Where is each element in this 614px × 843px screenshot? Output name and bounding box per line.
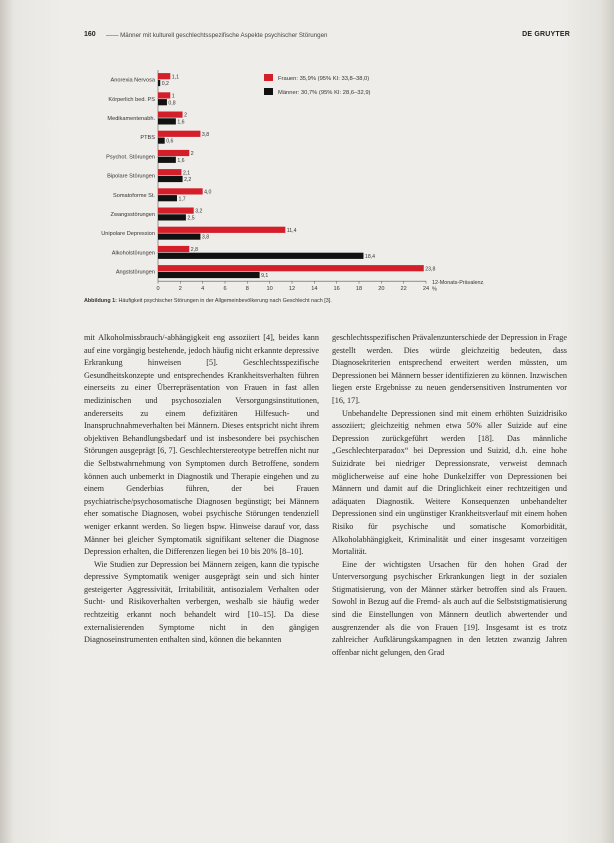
bar-women [158,169,181,175]
data-label: 4,0 [204,189,212,196]
x-tick-label: 0 [156,286,160,292]
data-label: 2,5 [187,215,195,222]
bar-women [158,92,170,98]
x-tick-label: 22 [400,286,407,292]
bar-women [158,73,170,79]
paragraph: Wie Studien zur Depression bei Männern zeigen, kann die typische depressive Symptomatik weniger ausgeprägt sein und sich hinter gesteigerter Aggressivität, Irritabilität, antisozialem Verhalten oder Sucht- und Risikoverhalten verbergen, weshalb sie häufig weder rechtzeitig erkannt noch behandelt wird [10–15]. Da diese externalisierenden Symptome nicht in den gängigen Diagnoseinstrumenten enthalten sind, können die bekannten [84,559,319,645]
x-tick-label: 12 [288,286,296,292]
page-number: 160 [84,31,96,38]
category-label: Medikamentenabh. [107,116,155,122]
data-label: 3,8 [201,234,210,241]
x-tick-label: 18 [355,286,363,292]
figure-caption [84,298,574,304]
bar-women [158,131,200,137]
x-tick-label: 2 [178,286,182,292]
caption-label: Abbildung 1: [84,298,117,304]
category-label: Somatoforme St. [113,192,155,199]
bar-women [158,150,189,156]
data-label: 1,6 [177,157,185,164]
data-label: 1,6 [177,119,185,126]
body-column-right [332,332,567,659]
paragraph: Eine der wichtigsten Ursachen für den hohen Grad der Unterversorgung psychischer Erkrankungen liegt in der sozialen Stigmatisierung, von der Männer stärker betroffen sind als Frauen. Sowohl in Bezug auf die Fremd- als auch auf die Selbststigmatisierung sind die Einstellungen von Männern deutlich abwertender und ausgrenzender als die von Frauen [19]. Insgesamt ist es trotz zahlreicher Aufklärungskampagnen in den letzten zwanzig Jahren offenbar nicht gelungen, den Grad [332,559,567,657]
data-label: 2,8 [190,247,198,254]
legend-swatch-women [264,74,273,81]
bar-women [158,208,194,214]
x-tick-label: 6 [223,286,227,292]
data-label: 0,8 [168,100,176,107]
publisher-name: DE GRUYTER [522,31,570,38]
data-label: 3,8 [201,131,210,138]
bar-men [158,99,167,105]
category-label: Unipolare Depression [101,231,155,238]
bar-women [158,112,183,118]
x-tick-label: 20 [378,286,385,292]
x-tick-label: 4 [201,286,205,292]
legend-label-women: Frauen: 35,9% (95% KI: 33,8–38,0) [278,76,370,82]
data-label: 0,6 [166,138,174,145]
bar-women [158,265,424,271]
x-tick-label: 14 [311,286,318,292]
bar-men [158,176,183,182]
category-label: Alkoholstörungen [111,250,155,257]
category-label: Psychot. Störungen [106,154,155,161]
running-header [84,31,570,43]
legend-swatch-men [264,88,273,95]
figure-bar-chart [84,62,484,292]
bar-men [158,272,260,278]
data-label: 2 [184,112,187,119]
data-label: 11,4 [286,227,297,234]
bar-men [158,253,363,259]
bar-men [158,80,160,86]
bar-men [158,138,165,144]
running-title: —— Männer mit kulturell geschlechtsspezifische Aspekte psychischer Störungen [106,32,328,39]
data-label: 9,1 [261,273,269,280]
data-label: 18,4 [364,253,376,260]
paragraph: geschlechtsspezifischen Prävalenzunterschiede der Depression in Frage gestellt werden. Dies würde gleichzeitig bedeuten, dass Diagnosekriterien entsprechend erweitert werden müssten, um Depressionen bei Männern besser identifizieren zu können. Inzwischen liegen erste Ergebnisse zu neuen gendersensitiven Instrumenten vor [16, 17]. [332,333,567,405]
data-label: 2 [190,151,194,158]
bar-women [158,227,285,233]
data-label: 1 [171,93,175,100]
category-label: Bipolare Störungen [107,173,155,180]
bar-men [158,234,200,240]
data-label: 3,2 [195,208,203,215]
bar-women [158,246,189,252]
data-label: 1,7 [178,196,186,203]
bar-men [158,157,176,163]
x-axis-label: 12-Monats-Prävalenz, % [432,280,484,292]
category-label: PTBS [140,135,155,142]
paragraph: Unbehandelte Depressionen sind mit einem erhöhten Suizidrisiko assoziiert; gleichzeitig nehmen etwa 50% aller Suizide auf eine Depression zurückgeführt werden [18]. Das männliche „Geschlechterparadox“ bei Depression und Suizid, d.h. eine hohe Suizidrate bei niedriger Depressionsrate, verweist demnach möglicherweise auf eine hohe Dunkelziffer von Depressionen bei Männern und damit auf die Dringlichkeit einer rechtzeitigen und adäquaten Diagnostik. Weitere Konsequenzen unbehandelter Depressionen sind ein ungünstiger Krankheitsverlauf mit einem hohen Risiko für psychische und somatische Komorbidität, Alkoholabhängigkeit, Kriminalität und einer insgesamt vorzeitigen Mortalität. [332,408,567,557]
bar-men [158,195,177,201]
bar-men [158,118,176,124]
data-label: 2,1 [182,170,191,177]
bar-chart [84,62,484,292]
category-label: Angststörungen [115,269,155,276]
paragraph: mit Alkoholmissbrauch/-abhängigkeit eng assoziiert [4], beides kann auf eine vorgängig bestehende, jedoch häufig nicht erkannte depressive Erkrankung hinweisen [5]. Geschlechtsspezifische Gesundheitskonzepte und entsprechendes Krankheitsverhalten führen einerseits zu einer Überrepräsentation von Frauen in fast allen medizinischen und psychosozialen Versorgungsinstitutionen, andererseits zu einem defizitären Hilfesuch- und Inanspruchnahmeverhalten bei Männern. Dieses entspricht nicht ihrem objektiven Behandlungsbedarf und ist insbesondere bei psychischen Störungen ausgeprägt [6, 7]. Geschlechterstereotype betreffen nicht nur die Selbstwahrnehmung von Symptomen durch Betroffene, sondern können auch unbemerkt in Diagnostik und Therapie eingehen und zu einem Genderbias führen, der bei Frauen psychiatrische/psychosomatische Diagnosen begünstigt; bei Männern eher somatische Diagnosen, wobei psychische Störungen tendenziell weniger erkannt werden. So liegen bspw. Hinweise darauf vor, dass Männer bei gleicher Symptomatik signifikant seltener die Diagnose Depression erhalten, die Differenzen liegen bei 10 bis 20% [8–10]. [84,333,319,557]
body-column-left [84,332,319,647]
x-tick-label: 16 [333,286,340,292]
x-tick-label: 8 [245,286,249,292]
x-tick-label: 10 [266,286,273,292]
data-label: 1,1 [171,74,180,81]
category-label: Zwangsstörungen [110,212,155,218]
data-label: 2,2 [184,177,192,184]
data-label: 0,2 [161,81,169,88]
data-label: 23,8 [425,266,436,273]
legend-label-men: Männer: 30,7% (95% KI: 28,6–32,9) [278,90,371,96]
bar-men [158,214,186,220]
caption-text: Häufigkeit psychischer Störungen in der Allgemeinbevölkerung nach Geschlecht nach [3]. [118,298,332,304]
bar-women [158,188,203,194]
category-label: Körperlich bed. PS [108,96,155,103]
x-tick-label: 24 [422,286,430,292]
category-label: Anorexia Nervosa [110,77,155,84]
